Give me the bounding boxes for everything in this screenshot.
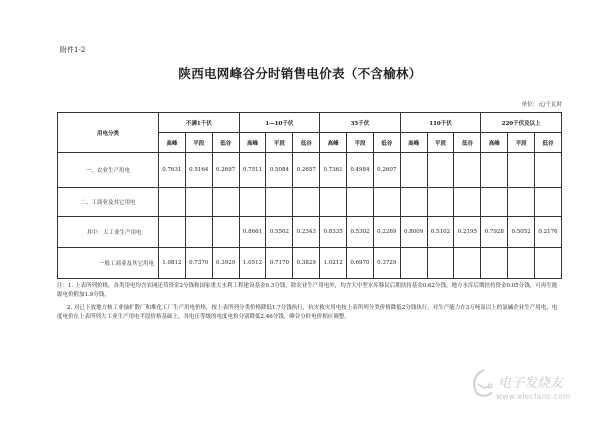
price-cell: 0.7631 xyxy=(159,153,186,188)
price-cell: 0.3929 xyxy=(212,248,239,279)
price-cell: 0.2657 xyxy=(293,153,320,188)
price-cell: 0.2697 xyxy=(212,153,239,188)
attachment-label: 附件1-2 xyxy=(60,46,86,54)
price-cell: 0.7170 xyxy=(266,248,293,279)
price-cell: 0.8009 xyxy=(400,217,427,248)
period-header: 高峰 xyxy=(320,133,347,153)
price-cell: 0.2176 xyxy=(535,217,562,248)
period-header: 低谷 xyxy=(293,133,320,153)
price-cell xyxy=(266,188,293,217)
price-cell xyxy=(427,248,454,279)
period-header: 低谷 xyxy=(373,133,400,153)
period-header: 低谷 xyxy=(535,133,562,153)
price-cell xyxy=(293,188,320,217)
price-cell xyxy=(535,153,562,188)
price-cell: 0.5102 xyxy=(427,217,454,248)
period-header: 平段 xyxy=(347,133,374,153)
tariff-table xyxy=(57,112,562,279)
price-cell xyxy=(185,188,212,217)
price-cell xyxy=(400,248,427,279)
price-cell: 0.4984 xyxy=(347,153,374,188)
price-cell: 0.5164 xyxy=(185,153,212,188)
price-cell xyxy=(454,248,481,279)
watermark-name: 电子发烧友 xyxy=(498,376,564,391)
period-header: 平段 xyxy=(508,133,535,153)
price-cell xyxy=(185,217,212,248)
price-cell xyxy=(427,153,454,188)
price-cell: 0.7361 xyxy=(320,153,347,188)
voltage-group-header: 1—10千伏 xyxy=(239,113,320,133)
period-header: 高峰 xyxy=(400,133,427,153)
voltage-group-header: 110千伏 xyxy=(400,113,481,133)
voltage-group-header: 220千伏及以上 xyxy=(481,113,562,133)
price-cell: 0.8335 xyxy=(320,217,347,248)
price-cell: 0.7511 xyxy=(239,153,266,188)
document-title: 陕西电网峰谷分时销售电价表（不含榆林） xyxy=(178,66,422,81)
price-cell xyxy=(239,188,266,217)
price-cell xyxy=(212,217,239,248)
price-cell: 0.7370 xyxy=(185,248,212,279)
price-cell: 1.0512 xyxy=(239,248,266,279)
price-cell xyxy=(373,188,400,217)
period-header: 平段 xyxy=(185,133,212,153)
note-1: 注：1. 上表所列价格，各类用电均含农网还贷资金2分钱和国家重大水利工程建设基金0.3分钱，除农业生产用电外，均含大中型水库移民后期扶持基金0.62分钱，地方水库后期扶持资金0.05分钱，可再生能源电价附加1.9分钱。 xyxy=(57,283,558,298)
price-cell xyxy=(400,188,427,217)
price-cell xyxy=(481,153,508,188)
row-label: 二、工商业及其它用电 xyxy=(58,188,159,217)
unit-label: 单位：元/千瓦时 xyxy=(521,102,562,108)
price-cell: 0.2343 xyxy=(293,217,320,248)
price-cell xyxy=(427,188,454,217)
table-row-large-industry xyxy=(58,217,562,248)
price-cell xyxy=(508,188,535,217)
voltage-group-header: 不满1千伏 xyxy=(159,113,240,133)
price-cell: 0.7928 xyxy=(481,217,508,248)
period-header: 高峰 xyxy=(239,133,266,153)
price-cell xyxy=(159,217,186,248)
price-cell: 0.5084 xyxy=(266,153,293,188)
price-cell: 0.8661 xyxy=(239,217,266,248)
price-cell: 0.2195 xyxy=(454,217,481,248)
price-cell xyxy=(535,188,562,217)
voltage-group-header: 35千伏 xyxy=(320,113,401,133)
period-header: 高峰 xyxy=(481,133,508,153)
period-header: 低谷 xyxy=(212,133,239,153)
price-cell xyxy=(212,188,239,217)
price-cell: 0.5052 xyxy=(508,217,535,248)
price-cell: 0.6970 xyxy=(347,248,374,279)
period-header: 低谷 xyxy=(454,133,481,153)
row-label: 一、农业生产用电 xyxy=(58,153,159,188)
period-header: 高峰 xyxy=(159,133,186,153)
category-header: 用电分类 xyxy=(58,113,159,153)
price-cell xyxy=(454,153,481,188)
price-cell xyxy=(320,188,347,217)
price-cell xyxy=(508,153,535,188)
row-label: 其中：大工业生产用电 xyxy=(58,217,159,248)
table-row-general-commercial xyxy=(58,248,562,279)
row-label: 一般工商业及其它用电 xyxy=(58,248,159,279)
price-cell: 0.3729 xyxy=(373,248,400,279)
elecfans-logo-icon xyxy=(470,368,496,398)
price-cell xyxy=(347,188,374,217)
price-cell: 0.5502 xyxy=(266,217,293,248)
price-cell: 0.5302 xyxy=(347,217,374,248)
price-cell: 1.0812 xyxy=(159,248,186,279)
watermark xyxy=(470,362,595,417)
price-cell xyxy=(159,188,186,217)
price-cell xyxy=(454,188,481,217)
price-cell xyxy=(481,248,508,279)
price-cell: 0.2269 xyxy=(373,217,400,248)
price-cell: 1.0212 xyxy=(320,248,347,279)
watermark-url: www.elecfans.com xyxy=(496,392,571,401)
table-row-agriculture xyxy=(58,153,562,188)
price-cell: 0.2607 xyxy=(373,153,400,188)
price-cell xyxy=(508,248,535,279)
note-2: 2. 对已下放地方核工业铀扩散厂和堆化工厂生产用电价格，按上表所列分类价格降低1.7分钱执行，抗灾救灾用电按上表所列分类价格降低2分钱执行，对生产能力在3万吨及以上的氯碱企业生产用电，电度电价在上表所列大工业生产用电平段价格基础上，各电压等级的电度电价分别降低2.46分钱，峰谷分时电价相应调整。 xyxy=(57,305,558,320)
table-row-commercial xyxy=(58,188,562,217)
price-cell xyxy=(400,153,427,188)
price-cell xyxy=(535,248,562,279)
period-header: 平段 xyxy=(427,133,454,153)
header-row-voltage xyxy=(58,113,562,133)
notes-section xyxy=(57,282,562,326)
price-cell: 0.3829 xyxy=(293,248,320,279)
period-header: 平段 xyxy=(266,133,293,153)
price-cell xyxy=(481,188,508,217)
